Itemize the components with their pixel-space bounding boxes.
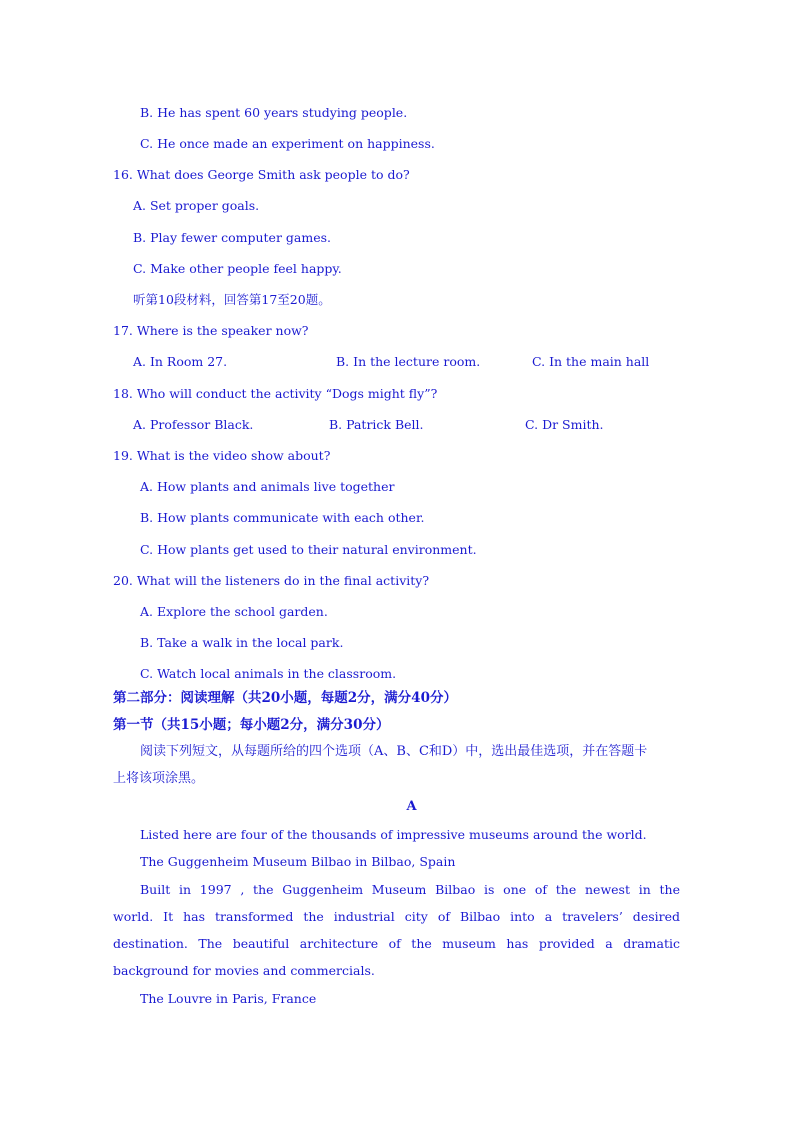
q20-option-c: C. Watch local animals in the classroom. bbox=[140, 666, 397, 681]
q16-option-a: A. Set proper goals. bbox=[133, 198, 260, 213]
section-heading: 第一节（共15小题；每小题2分，满分30分） bbox=[113, 717, 390, 733]
q19-option-c: C. How plants get used to their natural environment. bbox=[140, 542, 477, 557]
q17-option-b: B. In the lecture room. bbox=[336, 354, 481, 369]
instruction-line-1: 阅读下列短文，从每题所给的四个选项（A、B、C和D）中，选出最佳选项，并在答题卡 bbox=[140, 744, 648, 759]
q17-option-a: A. In Room 27. bbox=[133, 354, 228, 369]
museum1-text-line-3: destination. The beautiful architecture of the museum has provided a dramatic bbox=[113, 936, 680, 951]
museum1-text-line-1: Built in 1997 , the Guggenheim Museum Bilbao is one of the newest in the bbox=[140, 882, 680, 897]
passage-intro: Listed here are four of the thousands of impressive museums around the world. bbox=[140, 827, 647, 842]
q20-question: 20. What will the listeners do in the final activity? bbox=[113, 573, 430, 588]
q18-option-a: A. Professor Black. bbox=[133, 417, 254, 432]
museum2-title: The Louvre in Paris, France bbox=[140, 991, 317, 1006]
q16-option-c: C. Make other people feel happy. bbox=[133, 261, 342, 276]
museum1-text-line-2: world. It has transformed the industrial city of Bilbao into a travelers’ desired bbox=[113, 909, 680, 924]
q19-option-b: B. How plants communicate with each other. bbox=[140, 510, 425, 525]
museum1-title: The Guggenheim Museum Bilbao in Bilbao, Spain bbox=[140, 854, 456, 869]
passage-label: A bbox=[406, 799, 417, 814]
instruction-line-2: 上将该项涂黑。 bbox=[113, 771, 205, 786]
q18-option-c: C. Dr Smith. bbox=[525, 417, 604, 432]
q15-option-c: C. He once made an experiment on happiness. bbox=[140, 136, 435, 151]
part-heading: 第二部分：阅读理解（共20小题，每题2分，满分40分） bbox=[113, 690, 457, 706]
q20-option-b: B. Take a walk in the local park. bbox=[140, 635, 344, 650]
q15-option-b: B. He has spent 60 years studying people. bbox=[140, 105, 408, 120]
q20-option-a: A. Explore the school garden. bbox=[140, 604, 328, 619]
q19-question: 19. What is the video show about? bbox=[113, 448, 331, 463]
q19-option-a: A. How plants and animals live together bbox=[140, 479, 395, 494]
q17-option-c: C. In the main hall bbox=[532, 354, 650, 369]
section10-instruction: 听第10段材料，回答第17至20题。 bbox=[133, 292, 331, 307]
q18-question: 18. Who will conduct the activity “Dogs might fly”? bbox=[113, 386, 438, 401]
museum1-text-line-4: background for movies and commercials. bbox=[113, 963, 375, 978]
q17-question: 17. Where is the speaker now? bbox=[113, 323, 309, 338]
q16-option-b: B. Play fewer computer games. bbox=[133, 230, 331, 245]
q16-question: 16. What does George Smith ask people to do? bbox=[113, 167, 410, 182]
q18-option-b: B. Patrick Bell. bbox=[329, 417, 424, 432]
